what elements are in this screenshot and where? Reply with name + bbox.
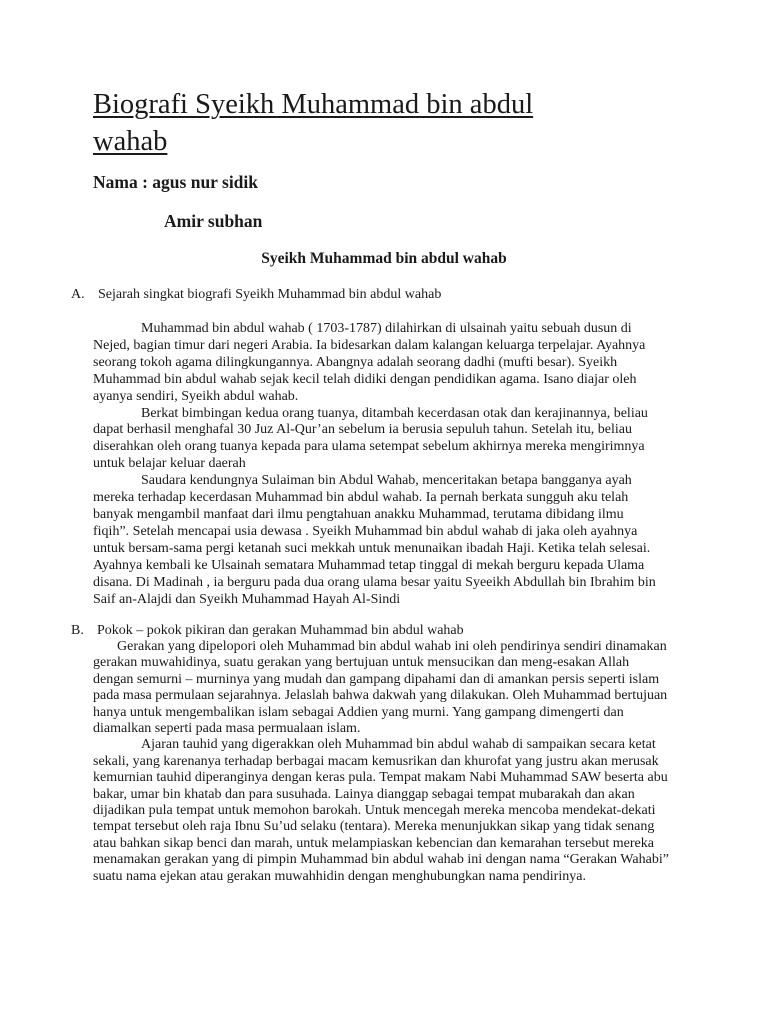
section-a-heading (71, 287, 441, 303)
title-line-2: wahab (93, 126, 168, 157)
author-name-2: Amir subhan (164, 211, 263, 231)
subtitle-text: Syeikh Muhammad bin abdul wahab (261, 250, 507, 267)
section-a-title: Sejarah singkat biografi Syeikh Muhammad bin abdul wahab (98, 287, 442, 302)
section-a-body (93, 321, 658, 608)
title-line-1: Biografi Syeikh Muhammad bin abdul (93, 89, 534, 120)
section-b-body (93, 639, 673, 885)
document-title (93, 86, 653, 160)
paragraph: Gerakan yang dipelopori oleh Muhammad bin abdul wahab ini oleh pendirinya sendiri dinamakan gerakan muwahidinya, suatu gerakan yang bertujuan untuk mensucikan dan meng-esakan Allah dengan semurni – murninya yang mudah dan gampang dipahami dan di amankan persis seperti islam pada masa permulaan sejarahnya. Jelaslah bahwa dakwah yang dilakukan. Oleh Muhammad bertujuan hanya untuk mengembalikan islam sebagai Addien yang murni. Yang gampang dimengerti dan diamalkan seperti pada masa permualaan islam. (93, 639, 668, 737)
author-name-1: Nama : agus nur sidik (93, 172, 259, 192)
section-b-marker: B. (71, 623, 84, 638)
section-b-title: Pokok – pokok pikiran dan gerakan Muhammad bin abdul wahab (97, 623, 464, 638)
paragraph: Saudara kendungnya Sulaiman bin Abdul Wahab, menceritakan betapa bangganya ayah mereka terhadap kecerdasan Muhammad bin abdul wahab. Ia pernah berkata sungguh aku telah banyak mengambil manfaat dari ilmu pengtahuan anakku Muhammad, terutama dibidang ilmu fiqih”. Setelah mencapai usia dewasa . Syeikh Muhammad bin abdul wahab di jaka oleh ayahnya untuk bersam-sama pergi ketanah suci mekkah untuk menunaikan ibadah Haji. Ketika telah selesai. Ayahnya kembali ke Ulsainah sematara Muhammad tetap tinggal di mekah berguru kepada Ulama disana. Di Madinah , ia berguru pada dua orang ulama besar yaitu Syeeikh Abdullah bin Ibrahim bin Saif an-Alajdi dan Syeikh Muhammad Hayah Al-Sindi (93, 473, 656, 607)
paragraph: Muhammad bin abdul wahab ( 1703-1787) dilahirkan di ulsainah yaitu sebuah dusun di Nejed, bagian timur dari negeri Arabia. Ia bidesarkan dalam kalangan keluarga terpelajar. Ayahnya seorang tokoh agama dilingkungannya. Abangnya adalah seorang dadhi (mufti besar). Syeikh Muhammad bin abdul wahab sejak kecil telah didiki dengan pendidikan agama. Isano diajar oleh ayanya sendiri, Syeikh abdul wahab. (93, 321, 646, 404)
paragraph: Berkat bimbingan kedua orang tuanya, ditambah kecerdasan otak dan kerajinannya, beliau dapat berhasil menghafal 30 Juz Al-Qur’an sebelum ia berusia sepuluh tahun. Setelah itu, beliau diserahkan oleh orang tuanya kepada para ulama setempat sebelum akhirnya mereka mengirimnya untuk belajar keluar daerah (93, 405, 648, 472)
section-a-marker: A. (71, 287, 85, 302)
section-b-heading (71, 623, 464, 639)
document-subtitle (0, 250, 768, 268)
paragraph: Ajaran tauhid yang digerakkan oleh Muhammad bin abdul wahab di sampaikan secara ketat sekali, yang karenanya terhadap berbagai macam kemusrikan dan khurofat yang justru akan merusak kemurnian tauhid diperanginya dengan keras pula. Tempat makam Nabi Muhammad SAW beserta abu bakar, umar bin khatab dan para susuhada. Lainya dianggap sebagai tempat mubarakah dan akan dijadikan pula tempat untuk memohon barokah. Untuk mencegah mereka mencoba mendekat-dekati tempat tersebut oleh raja Ibnu Su’ud selaku (tentara). Mereka menunjukkan sikap yang tidak senang atau bahkan sikap benci dan marah, untuk melampiaskan kebencian dan kemarahan tersebut mereka menamakan gerakan yang di pimpin Muhammad bin abdul wahab ini dengan nama “Gerakan Wahabi” suatu nama ejekan atau gerakan muwahhidin dengan menghubungkan nama pendirinya. (93, 737, 669, 884)
